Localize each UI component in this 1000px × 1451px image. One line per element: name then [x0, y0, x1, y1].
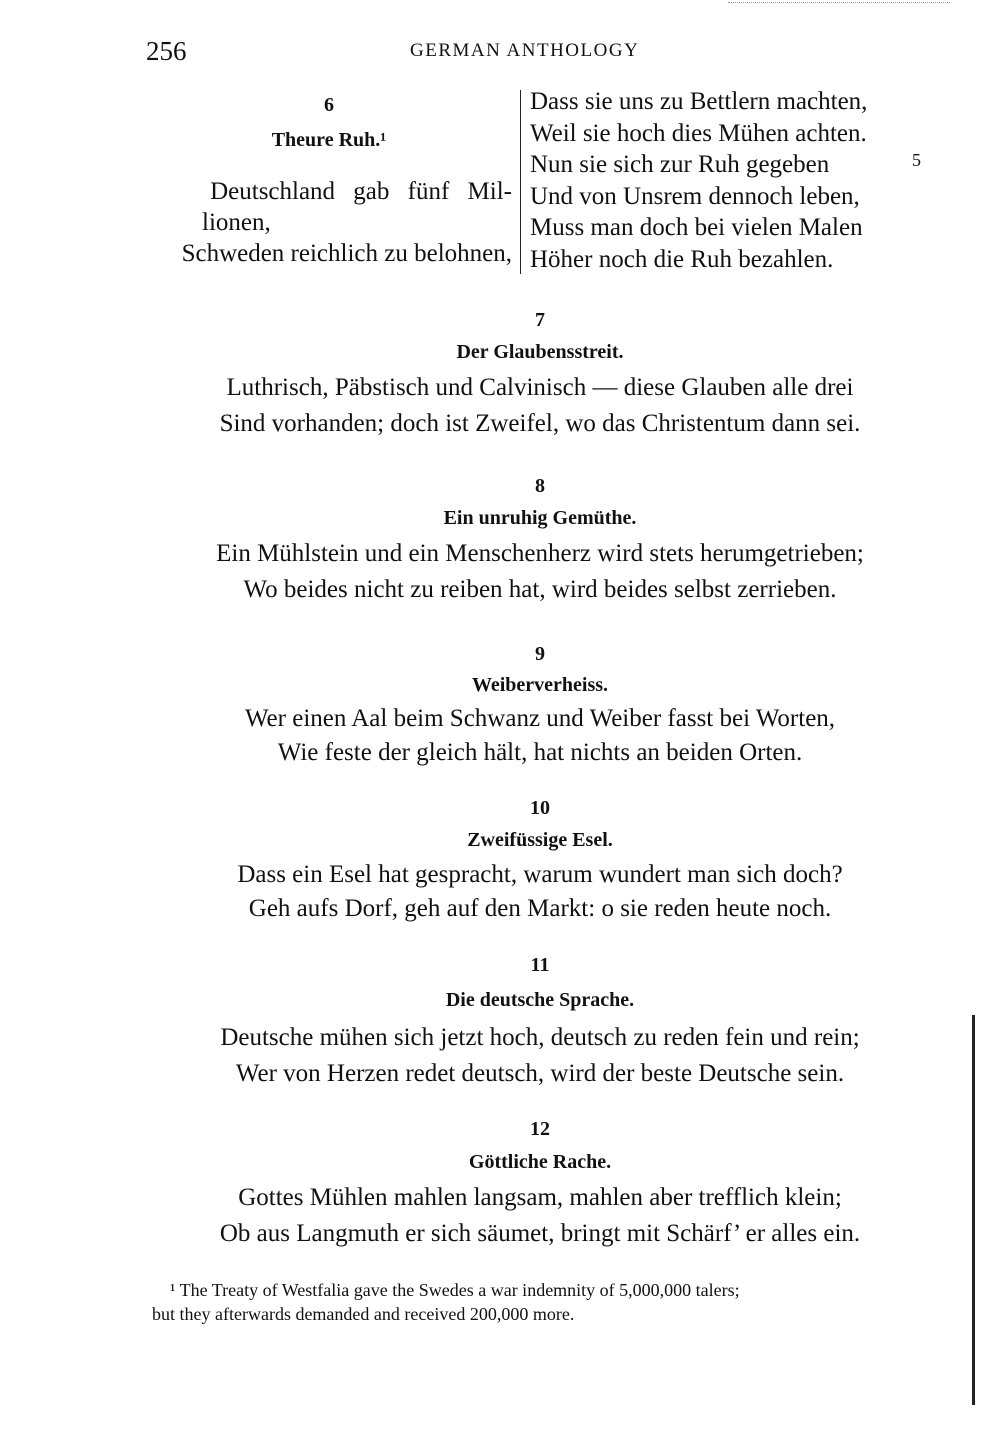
- column-divider: [520, 90, 521, 274]
- poem-title: Theure Ruh.¹: [271, 129, 387, 151]
- verse-line: Wer einen Aal beim Schwanz und Weiber fasst bei Worten,: [244, 705, 836, 732]
- poem-11: [150, 950, 930, 1092]
- verse-line: Sind vorhanden; doch ist Zweifel, wo das Christentum dann sei.: [219, 410, 861, 437]
- verse-line: Ob aus Langmuth er sich säumet, bringt mit Schärf’ er alles ein.: [219, 1220, 861, 1247]
- verse-line: Muss man doch bei vielen Malen: [530, 214, 863, 241]
- poem-title: Ein unruhig Gemüthe.: [443, 507, 637, 529]
- verse-line: Geh aufs Dorf, geh auf den Markt: o sie reden heute noch.: [248, 895, 832, 922]
- page-edge-line: [972, 1015, 975, 1405]
- poem-number: 11: [530, 954, 550, 976]
- poem-title: Die deutsche Sprache.: [445, 989, 635, 1011]
- poem-title: Weiberverheiss.: [471, 674, 609, 696]
- verse-line: Und von Unsrem dennoch leben,: [530, 182, 860, 210]
- poem-6-right-column: [530, 86, 910, 275]
- footnote-line: ¹ The Treaty of Westfalia gave the Swedes a war indemnity of 5,000,000 talers;: [170, 1280, 740, 1300]
- poem-6-left-column: [146, 90, 512, 269]
- verse-line: Ein Mühlstein und ein Menschenherz wird stets herumgetrieben;: [216, 540, 864, 567]
- poem-number: 12: [530, 1118, 550, 1140]
- verse-line: Weil sie hoch dies Mühen achten.: [530, 119, 867, 147]
- verse-line: Dass ein Esel hat gespracht, warum wundert man sich doch?: [237, 861, 843, 888]
- line-number: 5: [912, 150, 921, 170]
- poem-number: 7: [535, 309, 545, 331]
- poem-number: 10: [530, 797, 550, 819]
- verse-line: Schweden reichlich zu belohnen,: [181, 240, 512, 267]
- verse-line: Dass sie uns zu Bettlern machten,: [530, 88, 868, 115]
- verse-line: Wie feste der gleich hält, hat nichts an beiden Orten.: [277, 739, 803, 766]
- verse-line: Wo beides nicht zu reiben hat, wird beides selbst zerrieben.: [243, 576, 837, 603]
- poem-title: Der Glaubensstreit.: [456, 341, 624, 363]
- verse-line: Gottes Mühlen mahlen langsam, mahlen aber trefflich klein;: [238, 1184, 842, 1211]
- running-title: GERMAN ANTHOLOGY: [410, 40, 640, 61]
- poem-title: Zweifüssige Esel.: [467, 829, 613, 851]
- verse-line: Deutsche mühen sich jetzt hoch, deutsch zu reden fein und rein;: [220, 1024, 860, 1051]
- verse-line: Nun sie sich zur Ruh gegeben: [530, 151, 830, 178]
- poem-title: Göttliche Rache.: [468, 1151, 612, 1173]
- poem-number: 8: [535, 475, 545, 497]
- poem-7: [150, 306, 930, 442]
- footnote: [152, 1278, 740, 1326]
- poem-8: [150, 472, 930, 608]
- poem-number: 9: [535, 643, 545, 665]
- verse-line: Höher noch die Ruh bezahlen.: [530, 245, 834, 273]
- poem-12: [150, 1114, 930, 1252]
- verse-line: lionen,: [202, 209, 271, 236]
- poem-9: [150, 640, 930, 770]
- poem-number: 6: [324, 94, 334, 116]
- verse-line: Wer von Herzen redet deutsch, wird der beste Deutsche sein.: [235, 1060, 845, 1087]
- verse-line: Luthrisch, Päbstisch und Calvinisch — diese Glauben alle drei: [226, 374, 854, 401]
- poem-10: [150, 794, 930, 926]
- top-edge-rule: [728, 2, 950, 3]
- page-number: 256: [146, 36, 187, 66]
- footnote-line: but they afterwards demanded and received 200,000 more.: [152, 1304, 575, 1324]
- verse-line: Deutschland gab fünf Mil-: [210, 178, 512, 205]
